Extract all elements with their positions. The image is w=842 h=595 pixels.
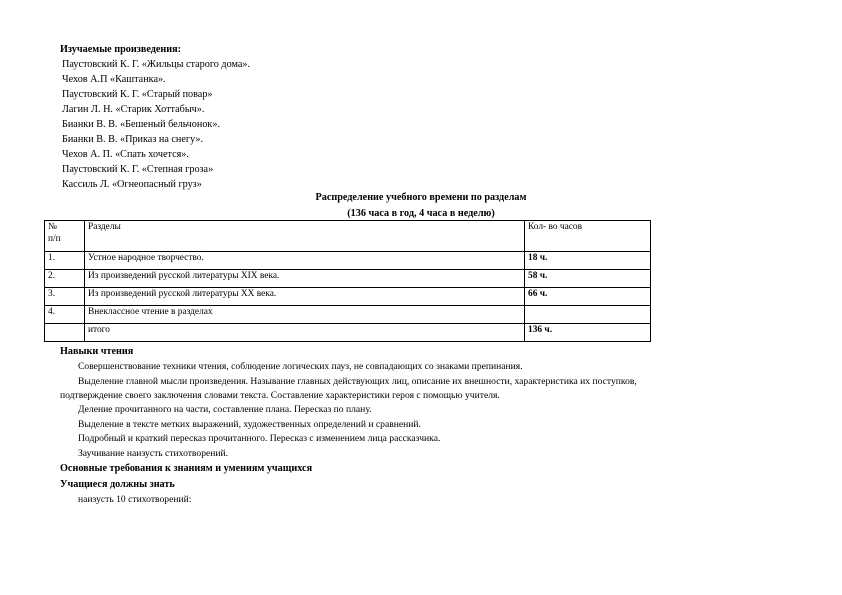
row-num: 3. [45, 288, 85, 306]
works-heading: Изучаемые произведения: [60, 44, 182, 55]
row-section: Из произведений русской литературы XX века. [85, 288, 525, 306]
reading-skills-line: подтверждение своего заключения словами текста. Составление характеристики героя с помощью учителя. [60, 390, 500, 401]
work-item: Бианки В. В. «Бешеный бельчонок». [62, 119, 221, 130]
requirements-subheading: Учащиеся должны знать [60, 479, 175, 490]
table-header-row [45, 221, 651, 252]
header-hours: Кол- во часов [525, 221, 651, 252]
header-section: Разделы [85, 221, 525, 252]
row-num: 4. [45, 306, 85, 324]
reading-skills-line: Выделение главной мысли произведения. Называние главных действующих лиц, описание их внешности, характеристика их поступков, [78, 376, 637, 387]
row-num: 1. [45, 252, 85, 270]
reading-skills-line: Деление прочитанного на части, составление плана. Пересказ по плану. [78, 404, 372, 415]
distribution-subtitle: (136 часа в год, 4 часа в неделю) [347, 208, 495, 219]
work-item: Кассиль Л. «Огнеопасный груз» [62, 179, 202, 190]
row-hours [525, 306, 651, 324]
table-row [45, 288, 651, 306]
row-section: Из произведений русской литературы XIX века. [85, 270, 525, 288]
work-item: Лагин Л. Н. «Старик Хоттабыч». [62, 104, 205, 115]
work-item: Бианки В. В. «Приказ на снегу». [62, 134, 204, 145]
row-hours: 136 ч. [525, 324, 651, 342]
work-item: Паустовский К. Г. «Старый повар» [62, 89, 213, 100]
row-hours: 58 ч. [525, 270, 651, 288]
row-num [45, 324, 85, 342]
work-item: Чехов А. П. «Спать хочется». [62, 149, 189, 160]
row-hours: 66 ч. [525, 288, 651, 306]
reading-skills-line: Выделение в тексте метких выражений, художественных определений и сравнений. [78, 419, 421, 430]
requirements-line: наизусть 10 стихотворений: [78, 494, 192, 505]
table-total-row [45, 324, 651, 342]
reading-skills-line: Совершенствование техники чтения, соблюдение логических пауз, не совпадающих со знаками препинания. [78, 361, 523, 372]
distribution-table [44, 220, 651, 342]
table-row [45, 306, 651, 324]
table-row [45, 252, 651, 270]
row-section: Устное народное творчество. [85, 252, 525, 270]
table-row [45, 270, 651, 288]
header-num [45, 221, 85, 252]
work-item: Паустовский К. Г. «Жильцы старого дома». [62, 59, 251, 70]
reading-skills-heading: Навыки чтения [60, 346, 134, 357]
requirements-heading: Основные требования к знаниям и умениям учащихся [60, 463, 313, 474]
row-section: итого [85, 324, 525, 342]
reading-skills-line: Подробный и краткий пересказ прочитанного. Пересказ с изменением лица рассказчика. [78, 433, 441, 444]
distribution-title: Распределение учебного времени по разделам [315, 192, 527, 203]
work-item: Паустовский К. Г. «Степная гроза» [62, 164, 214, 175]
row-num: 2. [45, 270, 85, 288]
row-section: Внеклассное чтение в разделах [85, 306, 525, 324]
work-item: Чехов А.П «Каштанка». [62, 74, 166, 85]
reading-skills-line: Заучивание наизусть стихотворений. [78, 448, 229, 459]
header-num-line2: п/п [48, 233, 61, 244]
row-hours: 18 ч. [525, 252, 651, 270]
header-num-line1: № [48, 222, 57, 232]
